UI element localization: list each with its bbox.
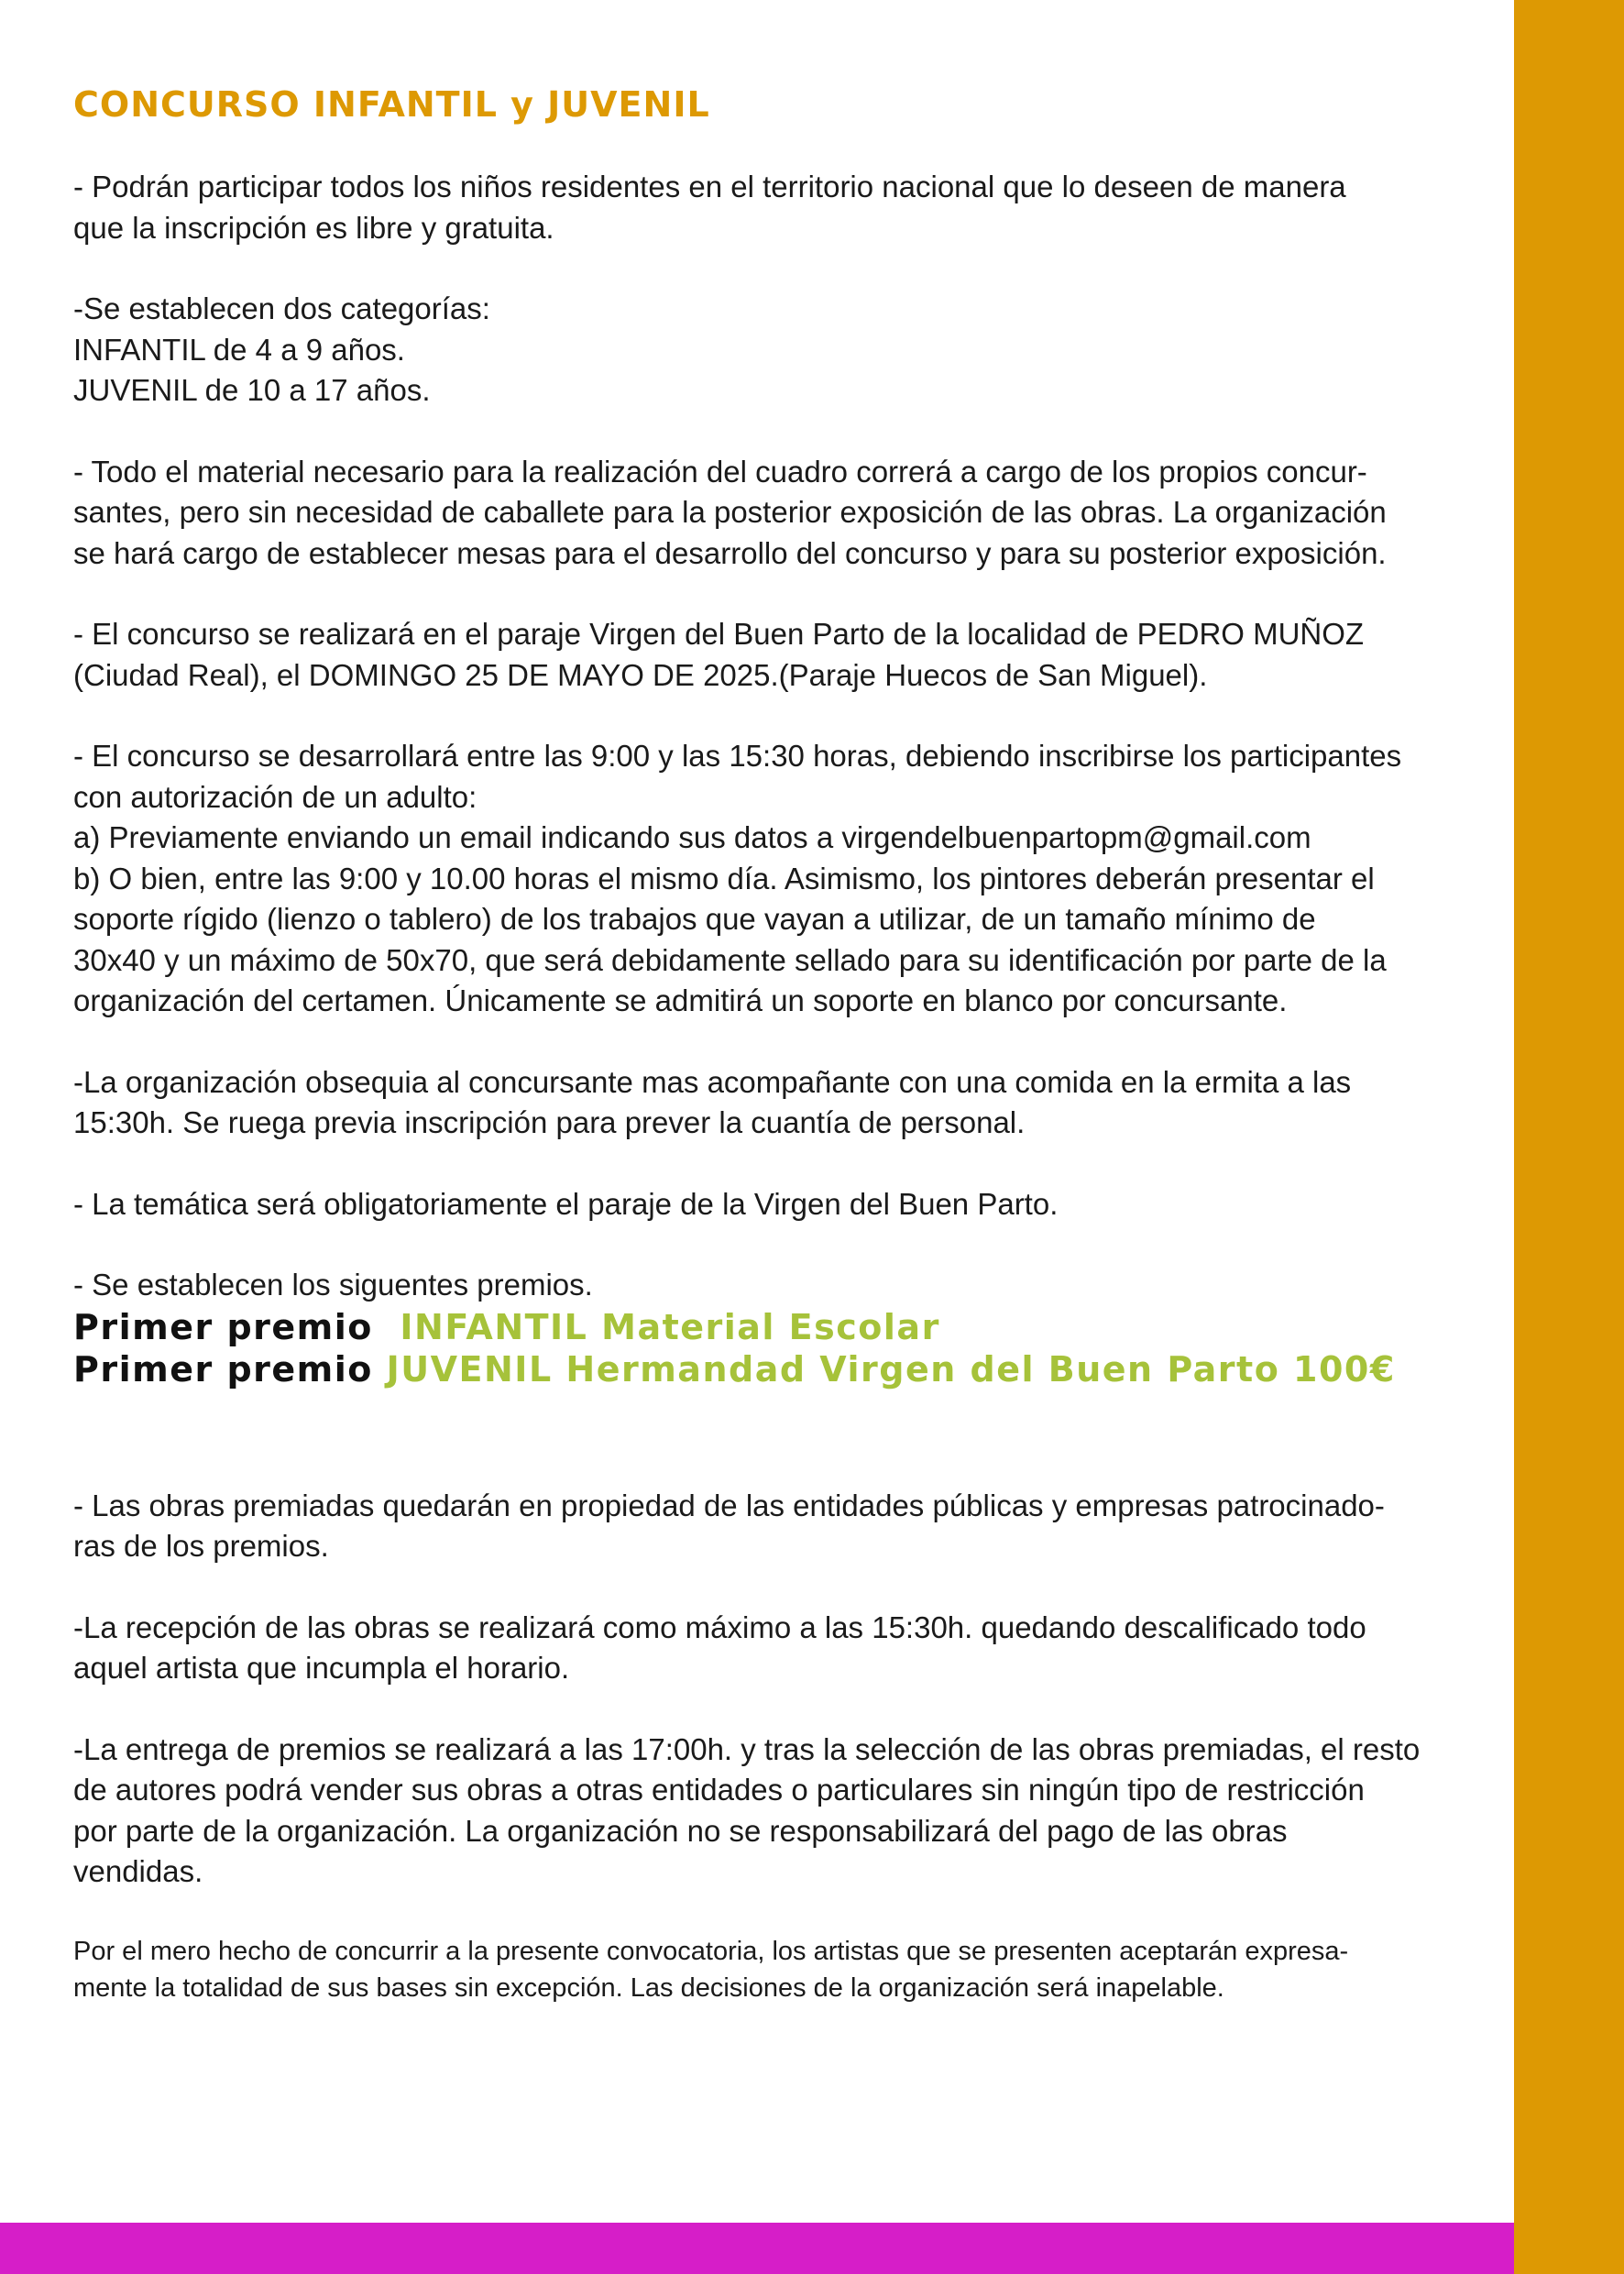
prize-label: Primer premio bbox=[73, 1348, 373, 1390]
text-line: ras de los premios. bbox=[73, 1529, 329, 1563]
text-line: b) O bien, entre las 9:00 y 10.00 horas el mismo día. Asimismo, los pintores deberán presentar el bbox=[73, 861, 1375, 895]
text-line: (Ciudad Real), el DOMINGO 25 DE MAYO DE 2025.(Paraje Huecos de San Miguel). bbox=[73, 657, 1208, 692]
text-line: - Podrán participar todos los niños residentes en el territorio nacional que lo deseen de manera bbox=[73, 170, 1346, 203]
prize-value: JUVENIL Hermandad Virgen del Buen Parto 100€ bbox=[386, 1348, 1396, 1390]
text-line: - El concurso se realizará en el paraje Virgen del Buen Parto de la localidad de PEDRO MUÑOZ bbox=[73, 617, 1365, 651]
text-line: mente la totalidad de sus bases sin excepción. Las decisiones de la organización será inapelable. bbox=[73, 1972, 1224, 2003]
text-line: 30x40 y un máximo de 50x70, que será debidamente sellado para su identificación por parte de la bbox=[73, 942, 1387, 977]
text-line: -La entrega de premios se realizará a las 17:00h. y tras la selección de las obras premiadas, el resto bbox=[73, 1731, 1421, 1766]
text-line: - Todo el material necesario para la realización del cuadro correrá a cargo de los propios concur- bbox=[73, 454, 1367, 489]
text-line: organización del certamen. Únicamente se admitirá un soporte en blanco por concursante. bbox=[73, 983, 1288, 1017]
text-line: - El concurso se desarrollará entre las 9:00 y las 15:30 horas, debiendo inscribirse los participantes bbox=[73, 739, 1402, 773]
prizes-list bbox=[73, 1306, 1476, 1390]
text-line: aquel artista que incumpla el horario. bbox=[73, 1651, 570, 1685]
paragraph-prizes-intro bbox=[73, 1265, 1476, 1306]
paragraph-ownership bbox=[73, 1486, 1476, 1567]
paragraph-meal bbox=[73, 1062, 1476, 1144]
paragraph-location bbox=[73, 614, 1476, 696]
prize-value: INFANTIL Material Escolar bbox=[400, 1306, 940, 1347]
bottom-accent-bar bbox=[0, 2223, 1514, 2274]
paragraph-categories bbox=[73, 289, 1476, 412]
text-line: vendidas. bbox=[73, 1854, 203, 1888]
text-line: -La organización obsequia al concursante mas acompañante con una comida en la ermita a las bbox=[73, 1064, 1352, 1099]
text-line: 15:30h. Se ruega previa inscripción para prever la cuantía de personal. bbox=[73, 1105, 1026, 1139]
text-line: INFANTIL de 4 a 9 años. bbox=[73, 332, 405, 367]
text-line: con autorización de un adulto: bbox=[73, 779, 477, 814]
text-line: - Se establecen los siguentes premios. bbox=[73, 1268, 593, 1302]
prize-juvenil bbox=[73, 1348, 1476, 1390]
text-line: a) Previamente enviando un email indicando sus datos a virgendelbuenpartopm@gmail.com bbox=[73, 820, 1311, 854]
paragraph-reception bbox=[73, 1608, 1476, 1689]
text-line: santes, pero sin necesidad de caballete para la posterior exposición de las obras. La organización bbox=[73, 495, 1387, 529]
paragraph-materials bbox=[73, 452, 1476, 575]
text-line: - Las obras premiadas quedarán en propiedad de las entidades públicas y empresas patrocinado- bbox=[73, 1488, 1385, 1522]
text-line: -La recepción de las obras se realizará como máximo a las 15:30h. quedando descalificado todo bbox=[73, 1609, 1366, 1644]
paragraph-schedule bbox=[73, 736, 1476, 1022]
text-line: por parte de la organización. La organización no se responsabilizará del pago de las obras bbox=[73, 1813, 1288, 1848]
prize-label: Primer premio bbox=[73, 1306, 373, 1347]
paragraph-acceptance bbox=[73, 1933, 1476, 2006]
text-line: JUVENIL de 10 a 17 años. bbox=[73, 373, 431, 407]
page-title: CONCURSO INFANTIL y JUVENIL bbox=[73, 84, 710, 125]
paragraph-awards bbox=[73, 1730, 1476, 1893]
text-line: se hará cargo de establecer mesas para el desarrollo del concurso y para su posterior exposición. bbox=[73, 535, 1387, 570]
text-line: que la inscripción es libre y gratuita. bbox=[73, 210, 554, 245]
text-line: de autores podrá vender sus obras a otras entidades o particulares sin ningún tipo de restricción bbox=[73, 1773, 1365, 1807]
prize-infantil bbox=[73, 1306, 1476, 1348]
text-line: - La temática será obligatoriamente el paraje de la Virgen del Buen Parto. bbox=[73, 1186, 1059, 1221]
text-line: -Se establecen dos categorías: bbox=[73, 291, 490, 325]
text-line: Por el mero hecho de concurrir a la presente convocatoria, los artistas que se presenten aceptarán expresa- bbox=[73, 1936, 1349, 1966]
paragraph-participation bbox=[73, 167, 1476, 248]
paragraph-theme bbox=[73, 1184, 1476, 1225]
text-line: soporte rígido (lienzo o tablero) de los trabajos que vayan a utilizar, de un tamaño mínimo de bbox=[73, 902, 1316, 936]
side-accent-bar bbox=[1514, 0, 1624, 2274]
document-body bbox=[73, 81, 1476, 2047]
